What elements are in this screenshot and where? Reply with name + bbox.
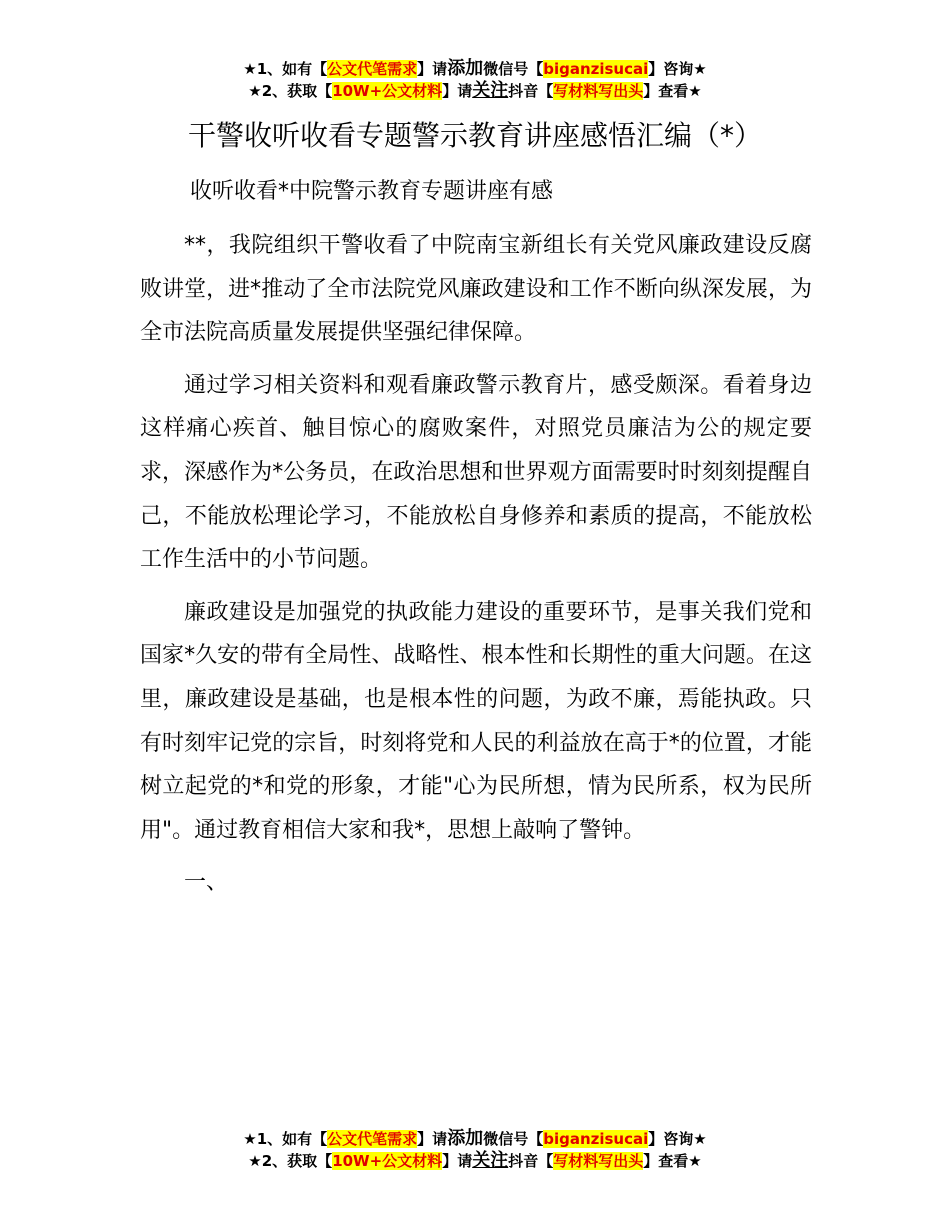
document-body xyxy=(140,224,812,914)
paragraph: 一、 xyxy=(184,870,229,896)
highlight-douyin-id: 写材料写出头 xyxy=(553,82,644,100)
document-subtitle: 收听收看*中院警示教育专题讲座有感 xyxy=(190,179,554,204)
banner-line-1: ★1、如有【公文代笔需求】请添加微信号【biganzisucai】咨询★ xyxy=(243,1128,707,1149)
header-banner xyxy=(0,58,950,102)
paragraph: 通过学习相关资料和观看廉政警示教育片，感受颇深。看着身边这样痛心疾首、触目惊心的腐败案件，对照党员廉洁为公的规定要求，深感作为*公务员，在政治思想和世界观方面需要时时刻刻提醒自己，不能放松理论学习，不能放松自身修养和素质的提高，不能放松工作生活中的小节问题。 xyxy=(140,372,812,573)
footer-banner xyxy=(0,1128,950,1172)
highlight-service: 公文代笔需求 xyxy=(327,1130,418,1148)
highlight-service: 公文代笔需求 xyxy=(327,60,418,78)
highlight-wechat-id: biganzisucai xyxy=(543,60,649,78)
document-title: 干警收听收看专题警示教育讲座感悟汇编（*） xyxy=(187,119,762,152)
highlight-wechat-id: biganzisucai xyxy=(543,1130,649,1148)
banner-line-1: ★1、如有【公文代笔需求】请添加微信号【biganzisucai】咨询★ xyxy=(243,58,707,79)
highlight-materials: 10W+公文材料 xyxy=(332,82,443,100)
banner-line-2: ★2、获取【10W+公文材料】请关注抖音【写材料写出头】查看★ xyxy=(248,80,702,101)
banner-line-2: ★2、获取【10W+公文材料】请关注抖音【写材料写出头】查看★ xyxy=(248,1150,702,1171)
paragraph: 廉政建设是加强党的执政能力建设的重要环节，是事关我们党和国家*久安的带有全局性、战略性、根本性和长期性的重大问题。在这里，廉政建设是基础，也是根本性的问题，为政不廉，焉能执政。只有时刻牢记党的宗旨，时刻将党和人民的利益放在高于*的位置，才能树立起党的*和党的形象，才能"心为民所想，情为民所系，权为民所用"。通过教育相信大家和我*，思想上敲响了警钟。 xyxy=(140,599,812,843)
paragraph: **，我院组织干警收看了中院南宝新组长有关党风廉政建设反腐败讲堂，进*推动了全市法院党风廉政建设和工作不断向纵深发展，为全市法院高质量发展提供坚强纪律保障。 xyxy=(140,233,812,346)
highlight-douyin-id: 写材料写出头 xyxy=(553,1152,644,1170)
highlight-materials: 10W+公文材料 xyxy=(332,1152,443,1170)
